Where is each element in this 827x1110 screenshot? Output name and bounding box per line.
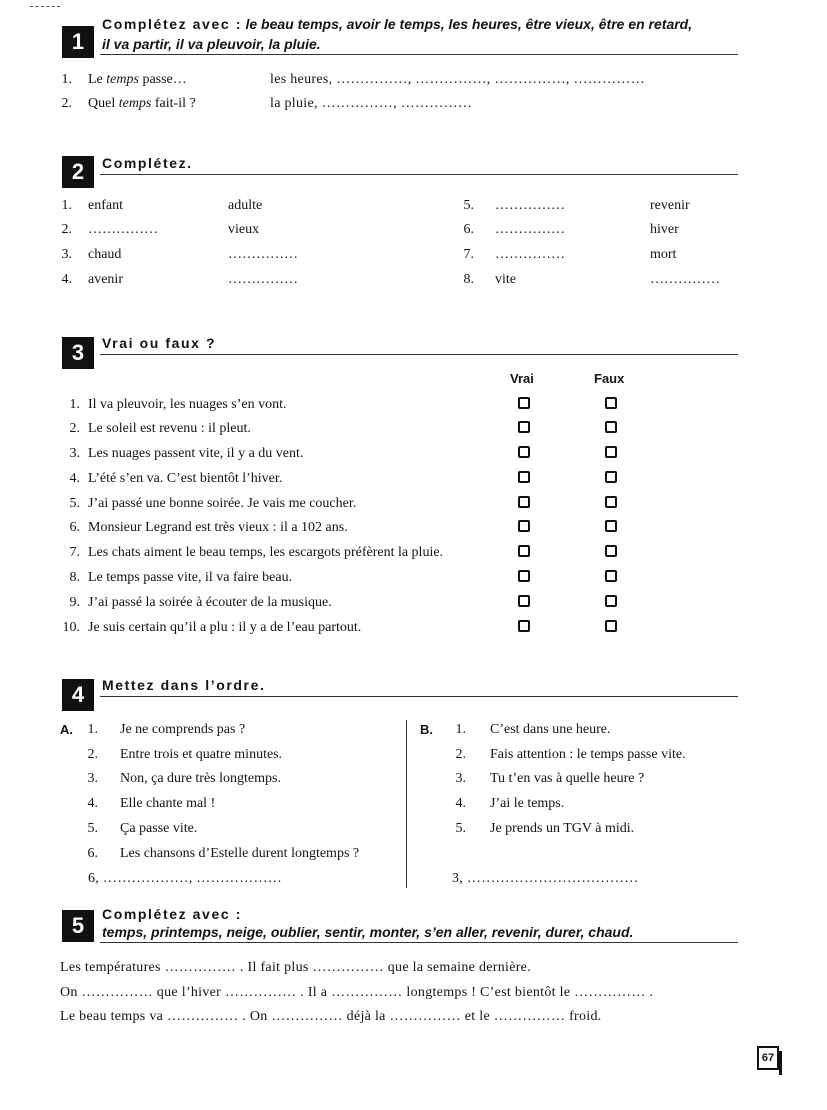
- section-4-title: Mettez dans l’ordre.: [102, 677, 266, 693]
- s1-item-number: 1.: [61, 72, 72, 87]
- s3-item-text: Le temps passe vite, il va faire beau.: [88, 570, 293, 585]
- s3-item-number: 10.: [62, 620, 80, 635]
- s2-word-a: ……………: [495, 198, 565, 213]
- s4-a-number: 3.: [87, 771, 98, 786]
- s2-num-left: 4.: [61, 272, 72, 287]
- s2-word-b: hiver: [650, 222, 679, 237]
- column-header-faux: Faux: [594, 371, 625, 386]
- s2-word-b: ……………: [650, 272, 720, 287]
- s1-item-prompt: Quel temps fait-il ?: [88, 96, 196, 111]
- s4-b-text: C’est dans une heure.: [490, 722, 611, 737]
- section-2-badge: 2: [62, 156, 94, 188]
- section-5-badge: 5: [62, 910, 94, 942]
- s4-b-text: J’ai le temps.: [490, 796, 565, 811]
- s4-a-text: Elle chante mal !: [120, 796, 216, 811]
- s4-b-number: 1.: [455, 722, 466, 737]
- s3-item-number: 3.: [69, 446, 80, 461]
- s2-num-right: 5.: [463, 198, 474, 213]
- s4-b-text: Je prends un TGV à midi.: [490, 821, 635, 836]
- section-4-badge: 4: [62, 679, 94, 711]
- vrai-checkbox[interactable]: [518, 421, 530, 433]
- section-1-words-line1: le beau temps, avoir le temps, les heures, être vieux, être en retard,: [245, 16, 693, 32]
- s3-item-text: J’ai passé une bonne soirée. Je vais me coucher.: [88, 496, 357, 511]
- s3-item-number: 2.: [69, 421, 80, 436]
- s2-word-a: enfant: [88, 198, 123, 213]
- s3-item-number: 7.: [69, 545, 80, 560]
- s3-item-text: Les chats aiment le beau temps, les escargots préfèrent la pluie.: [88, 545, 444, 560]
- s2-num-left: 1.: [61, 198, 72, 213]
- faux-checkbox[interactable]: [605, 397, 617, 409]
- s3-item-text: J’ai passé la soirée à écouter de la musique.: [88, 595, 332, 610]
- s3-item-number: 1.: [69, 397, 80, 412]
- s1-item-keyword: temps: [106, 72, 139, 87]
- s2-word-b: revenir: [650, 198, 690, 213]
- s2-word-b: mort: [650, 247, 677, 262]
- s5-line: Le beau temps va …………… . On …………… déjà la …………… et le …………… froid.: [60, 1009, 602, 1024]
- s4-b-number: 2.: [455, 747, 466, 762]
- s4-b-text: Tu t’en vas à quelle heure ?: [490, 771, 645, 786]
- s4-a-number: 4.: [87, 796, 98, 811]
- section-2-rule: [100, 174, 738, 175]
- s2-word-b: adulte: [228, 198, 263, 213]
- s2-word-b: ……………: [228, 272, 298, 287]
- s1-item-answer: les heures, ……………, ……………, ……………, ……………: [270, 72, 645, 87]
- section-4-rule: [100, 696, 738, 697]
- s4-b-number: 4.: [455, 796, 466, 811]
- group-a-label: A.: [60, 722, 73, 737]
- vrai-checkbox[interactable]: [518, 496, 530, 508]
- s4-a-number: 1.: [87, 722, 98, 737]
- s2-word-a: ……………: [495, 247, 565, 262]
- s4-a-text: Je ne comprends pas ?: [120, 722, 246, 737]
- faux-checkbox[interactable]: [605, 620, 617, 632]
- vrai-checkbox[interactable]: [518, 570, 530, 582]
- section-5-words: temps, printemps, neige, oublier, sentir, monter, s’en aller, revenir, durer, chaud.: [102, 924, 634, 940]
- section-3-badge: 3: [62, 337, 94, 369]
- s3-item-text: L’été s’en va. C’est bientôt l’hiver.: [88, 471, 283, 486]
- s3-item-number: 5.: [69, 496, 80, 511]
- faux-checkbox[interactable]: [605, 471, 617, 483]
- s2-word-a: ……………: [88, 222, 158, 237]
- section-1-words-line2: il va partir, il va pleuvoir, la pluie.: [102, 36, 321, 52]
- s2-word-a: avenir: [88, 272, 123, 287]
- s3-item-number: 8.: [69, 570, 80, 585]
- group-b-label: B.: [420, 722, 433, 737]
- faux-checkbox[interactable]: [605, 496, 617, 508]
- column-header-vrai: Vrai: [510, 371, 534, 386]
- s1-item-prompt: Le temps passe…: [88, 72, 187, 87]
- s2-num-right: 8.: [463, 272, 474, 287]
- s4-a-answer: 6, ………………, ………………: [88, 871, 283, 886]
- s4-a-text: Entre trois et quatre minutes.: [120, 747, 283, 762]
- s1-item-keyword: temps: [118, 96, 152, 111]
- vrai-checkbox[interactable]: [518, 446, 530, 458]
- s4-b-number: 5.: [455, 821, 466, 836]
- section-2-title: Complétez.: [102, 155, 193, 171]
- vrai-checkbox[interactable]: [518, 620, 530, 632]
- s1-item-number: 2.: [61, 96, 72, 111]
- column-divider: [406, 720, 407, 888]
- section-1-title: Complétez avec :: [102, 16, 242, 32]
- s3-item-text: Monsieur Legrand est très vieux : il a 102 ans.: [88, 520, 348, 535]
- s2-word-a: ……………: [495, 222, 565, 237]
- s2-num-left: 2.: [61, 222, 72, 237]
- s1-item-answer: la pluie, ……………, ……………: [270, 96, 473, 111]
- s2-num-left: 3.: [61, 247, 72, 262]
- faux-checkbox[interactable]: [605, 520, 617, 532]
- s4-a-number: 6.: [87, 846, 98, 861]
- vrai-checkbox[interactable]: [518, 545, 530, 557]
- s4-a-text: Ça passe vite.: [120, 821, 198, 836]
- s3-item-text: Les nuages passent vite, il y a du vent.: [88, 446, 304, 461]
- section-1-heading: [102, 16, 692, 34]
- section-3-title: Vrai ou faux ?: [102, 335, 217, 351]
- faux-checkbox[interactable]: [605, 421, 617, 433]
- s3-item-text: Je suis certain qu’il a plu : il y a de l’eau partout.: [88, 620, 362, 635]
- s2-word-a: vite: [495, 272, 516, 287]
- s3-item-number: 9.: [69, 595, 80, 610]
- s5-line: Les températures …………… . Il fait plus …………… que la semaine dernière.: [60, 960, 531, 975]
- s3-item-text: Le soleil est revenu : il pleut.: [88, 421, 251, 436]
- faux-checkbox[interactable]: [605, 595, 617, 607]
- faux-checkbox[interactable]: [605, 446, 617, 458]
- s4-b-number: 3.: [455, 771, 466, 786]
- top-scan-mark: [30, 6, 60, 7]
- s4-a-number: 5.: [87, 821, 98, 836]
- s4-b-text: Fais attention : le temps passe vite.: [490, 747, 686, 762]
- s4-a-text: Les chansons d’Estelle durent longtemps ?: [120, 846, 360, 861]
- section-1-badge: 1: [62, 26, 94, 58]
- s3-item-number: 4.: [69, 471, 80, 486]
- vrai-checkbox[interactable]: [518, 595, 530, 607]
- section-1-rule: [100, 54, 738, 55]
- s2-word-a: chaud: [88, 247, 122, 262]
- faux-checkbox[interactable]: [605, 545, 617, 557]
- s5-line: On …………… que l’hiver …………… . Il a …………… longtemps ! C’est bientôt le …………… .: [60, 985, 654, 1000]
- section-3-rule: [100, 354, 738, 355]
- s2-word-b: ……………: [228, 247, 298, 262]
- s2-word-b: vieux: [228, 222, 260, 237]
- s3-item-text: Il va pleuvoir, les nuages s’en vont.: [88, 397, 287, 412]
- vrai-checkbox[interactable]: [518, 471, 530, 483]
- section-5-rule: [100, 942, 738, 943]
- s4-a-number: 2.: [87, 747, 98, 762]
- page-number: 67: [757, 1046, 779, 1070]
- vrai-checkbox[interactable]: [518, 520, 530, 532]
- s4-b-answer: 3, ………………………………: [452, 871, 639, 886]
- s2-num-right: 6.: [463, 222, 474, 237]
- s4-a-text: Non, ça dure très longtemps.: [120, 771, 281, 786]
- s2-num-right: 7.: [463, 247, 474, 262]
- section-5-title: Complétez avec :: [102, 906, 242, 922]
- vrai-checkbox[interactable]: [518, 397, 530, 409]
- faux-checkbox[interactable]: [605, 570, 617, 582]
- s3-item-number: 6.: [69, 520, 80, 535]
